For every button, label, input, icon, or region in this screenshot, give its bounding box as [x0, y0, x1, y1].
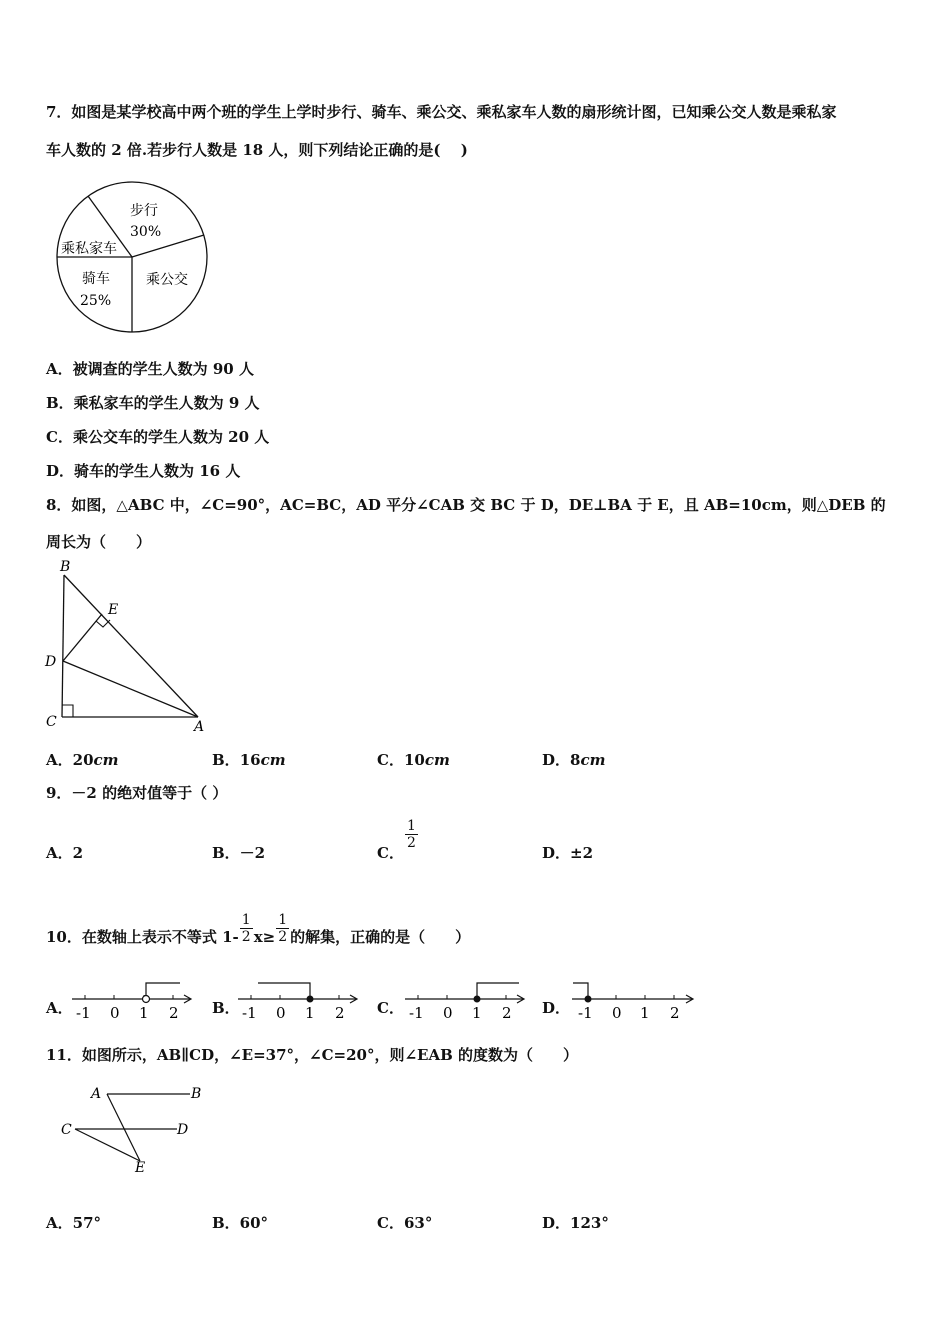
svg-text:-1: -1 [76, 1004, 91, 1022]
q10-number-line-d[interactable] [568, 978, 698, 1024]
q8-label-d: D [45, 654, 57, 670]
q8-triangle-figure [40, 555, 220, 737]
q8-option-d[interactable]: D．8cm [542, 751, 606, 769]
pie-label-walk: 步行 [130, 203, 158, 219]
q8-label-c: C [46, 714, 57, 730]
q9-option-a[interactable]: A．2 [46, 844, 84, 862]
svg-text:-1: -1 [242, 1004, 257, 1022]
svg-text:2: 2 [670, 1004, 680, 1022]
q9-option-b[interactable]: B．－2 [212, 844, 266, 862]
q11-parallel-lines-figure [55, 1078, 215, 1178]
q11-stem: 11．如图所示，AB∥CD，∠E=37°，∠C=20°，则∠EAB 的度数为（ ） [46, 1046, 579, 1064]
q8-option-a[interactable]: A．20cm [46, 751, 119, 769]
q11-label-a: A [91, 1086, 102, 1102]
q8-option-b[interactable]: B．16cm [212, 751, 286, 769]
pie-pct-bike: 25% [80, 293, 112, 309]
svg-text:-1: -1 [409, 1004, 424, 1022]
q11-option-b[interactable]: B．60° [212, 1214, 269, 1232]
q9-option-c-letter[interactable]: C． [377, 844, 404, 862]
q10-option-d-letter[interactable]: D． [542, 999, 571, 1017]
q10-stem: 10．在数轴上表示不等式 1- $\frac{1}{2}$ x≥ $\frac{1}{2}$ 的解集，正确的是（ ） [46, 911, 471, 946]
q10-number-line-b[interactable] [234, 978, 364, 1024]
q9-stem: 9．－2 的绝对值等于（ ） [46, 784, 228, 802]
svg-text:1: 1 [305, 1004, 315, 1022]
q10-option-c-letter[interactable]: C． [377, 999, 404, 1017]
pie-label-bike: 骑车 [82, 271, 110, 287]
q7-stem-line2: 车人数的 2 倍.若步行人数是 18 人，则下列结论正确的是( ) [46, 141, 468, 159]
q9-option-d[interactable]: D．±2 [542, 844, 594, 862]
q11-option-d[interactable]: D．123° [542, 1214, 609, 1232]
pie-label-car: 乘私家车 [61, 241, 117, 257]
q10-number-line-a[interactable] [68, 978, 198, 1024]
q11-label-e: E [135, 1160, 146, 1176]
q11-label-c: C [61, 1122, 72, 1138]
q9-option-c-fraction[interactable]: $\frac{1}{2}$ [407, 818, 416, 851]
q8-label-b: B [60, 559, 71, 575]
q11-option-a[interactable]: A．57° [46, 1214, 102, 1232]
q7-option-c[interactable]: C．乘公交车的学生人数为 20 人 [46, 428, 270, 446]
svg-text:-1: -1 [578, 1004, 593, 1022]
q10-number-line-c[interactable] [401, 978, 531, 1024]
q8-label-a: A [194, 719, 205, 735]
svg-text:0: 0 [612, 1004, 622, 1022]
q10-option-b-letter[interactable]: B． [212, 999, 240, 1017]
q7-option-a[interactable]: A．被调查的学生人数为 90 人 [46, 360, 254, 378]
pie-label-bus: 乘公交 [146, 272, 188, 288]
q8-label-e: E [108, 602, 119, 618]
q8-option-c[interactable]: C．10cm [377, 751, 450, 769]
q7-option-d[interactable]: D．骑车的学生人数为 16 人 [46, 462, 241, 480]
svg-text:1: 1 [640, 1004, 650, 1022]
svg-text:0: 0 [443, 1004, 453, 1022]
q7-stem-line1: 7．如图是某学校高中两个班的学生上学时步行、骑车、乘公交、乘私家车人数的扇形统计图，已知乘公交人数是乘私家 [46, 103, 837, 121]
q7-option-b[interactable]: B．乘私家车的学生人数为 9 人 [46, 394, 260, 412]
q11-label-d: D [177, 1122, 189, 1138]
svg-text:0: 0 [276, 1004, 286, 1022]
pie-pct-walk: 30% [130, 224, 162, 240]
q7-pie-chart [50, 175, 215, 340]
svg-text:1: 1 [472, 1004, 482, 1022]
svg-text:2: 2 [502, 1004, 512, 1022]
svg-text:0: 0 [110, 1004, 120, 1022]
q10-option-a-letter[interactable]: A． [46, 999, 73, 1017]
q8-stem-line2: 周长为（ ） [46, 533, 152, 551]
q8-stem-line1: 8．如图，△ABC 中，∠C=90°，AC=BC，AD 平分∠CAB 交 BC 于 D，DE⊥BA 于 E，且 AB=10cm，则△DEB 的 [46, 496, 886, 514]
q11-label-b: B [191, 1086, 202, 1102]
q11-option-c[interactable]: C．63° [377, 1214, 433, 1232]
svg-text:1: 1 [139, 1004, 149, 1022]
svg-text:2: 2 [335, 1004, 345, 1022]
svg-text:2: 2 [169, 1004, 179, 1022]
